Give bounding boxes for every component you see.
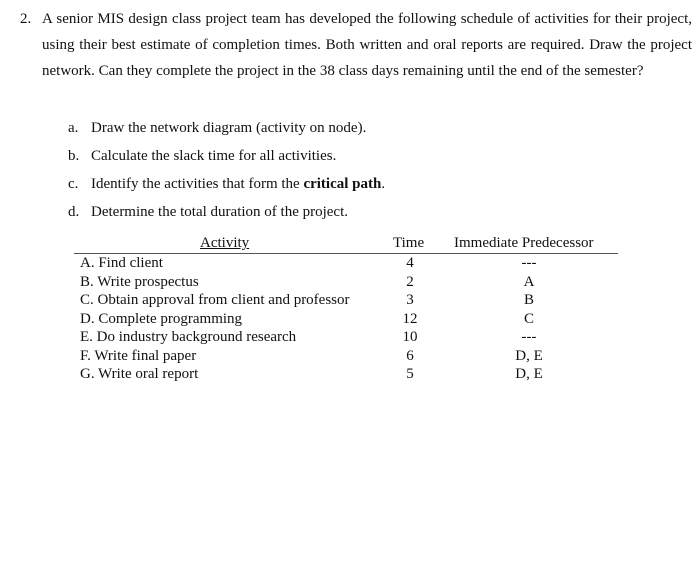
cell-time: 3 <box>406 292 414 308</box>
header-time: Time <box>393 235 425 251</box>
sub-question-letter: a. <box>68 120 79 136</box>
cell-activity: C. Obtain approval from client and professor <box>80 292 350 308</box>
table-row <box>74 347 618 366</box>
sub-question-text-before: Identify the activities that form the <box>91 176 304 192</box>
cell-predecessor: B <box>523 292 534 308</box>
activity-table <box>74 233 618 384</box>
cell-activity: G. Write oral report <box>80 366 199 382</box>
cell-activity: A. Find client <box>80 255 163 271</box>
cell-predecessor: C <box>523 310 534 327</box>
cell-activity: E. Do industry background research <box>80 329 297 345</box>
cell-time: 5 <box>406 366 414 382</box>
sub-question-letter: c. <box>68 176 79 192</box>
cell-time: 10 <box>402 329 418 345</box>
table-body <box>74 254 618 384</box>
cell-time: 2 <box>406 273 414 290</box>
sub-question-text: Calculate the slack time for all activities. <box>91 148 337 164</box>
sub-question-text-after: . <box>381 176 386 192</box>
sub-question-text <box>91 170 385 198</box>
table-row <box>74 310 618 329</box>
cell-time: 6 <box>406 347 414 364</box>
table-row <box>74 365 618 384</box>
cell-activity: F. Write final paper <box>80 347 197 364</box>
critical-path-emphasis: critical path <box>303 176 382 192</box>
cell-predecessor: A <box>523 273 535 290</box>
table-row <box>74 273 618 292</box>
header-activity: Activity <box>200 235 250 251</box>
cell-predecessor: D, E <box>515 366 543 382</box>
cell-predecessor: --- <box>521 255 537 271</box>
header-predecessor: Immediate Predecessor <box>454 235 594 251</box>
table-row <box>74 254 618 273</box>
sub-question-text: Draw the network diagram (activity on node). <box>91 120 367 136</box>
cell-predecessor: D, E <box>515 347 543 364</box>
cell-activity: B. Write prospectus <box>80 273 199 290</box>
cell-activity: D. Complete programming <box>80 310 243 327</box>
cell-predecessor: --- <box>521 329 537 345</box>
question-text: A senior MIS design class project team has developed the following schedule of activities for their project, using their best estimate of completion times. Both written and oral reports are required. Draw the project network. Can they complete the project in the 38 class days remaining until the end of the semester? <box>42 11 692 79</box>
sub-question-text: Determine the total duration of the project. <box>91 204 348 220</box>
table-header <box>74 233 618 254</box>
cell-time: 4 <box>406 255 414 271</box>
table-row <box>74 328 618 347</box>
cell-time: 12 <box>402 310 418 327</box>
question-number: 2. <box>20 11 32 27</box>
sub-question-letter: b. <box>68 148 80 164</box>
table-row <box>74 291 618 310</box>
sub-question-letter: d. <box>68 204 80 220</box>
